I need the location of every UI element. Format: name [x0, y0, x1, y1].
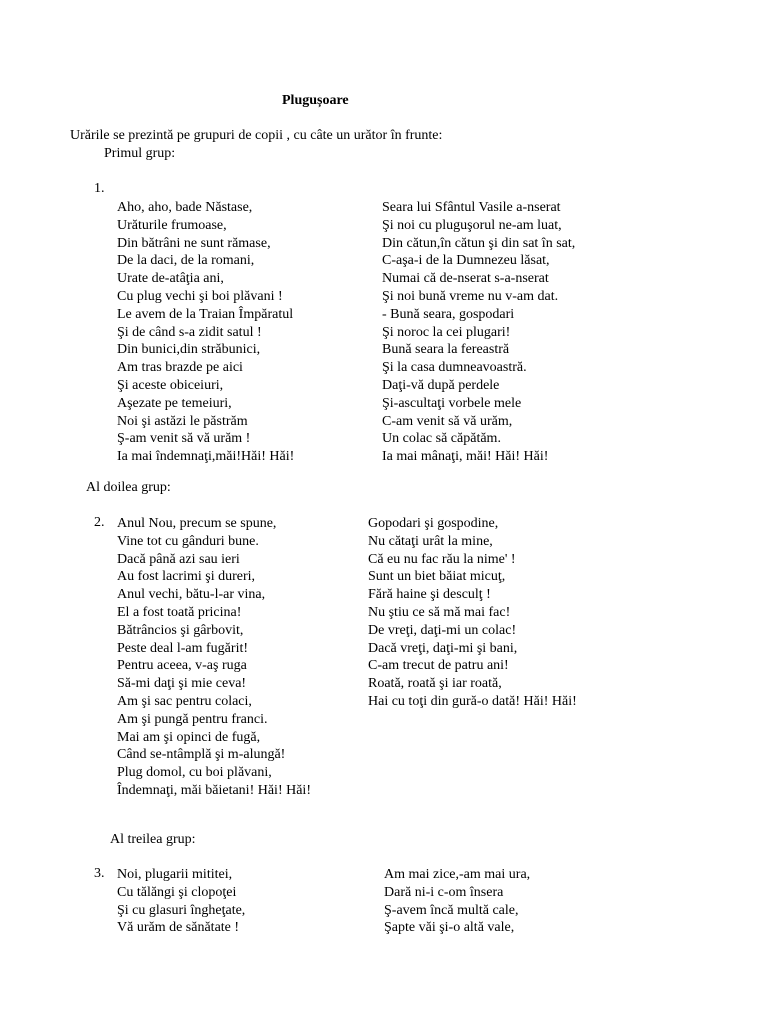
verse-line: Şi noi cu pluguşorul ne-am luat,	[382, 217, 562, 233]
verse-line: Pentru aceea, v-aş ruga	[117, 658, 247, 674]
verse-line: Să-mi daţi şi mie ceva!	[117, 676, 247, 692]
verse-line: Urăturile frumoase,	[117, 217, 227, 233]
verse-line: Şi noroc la cei plugari!	[382, 324, 511, 340]
group-2-label: Al doilea grup:	[86, 480, 171, 495]
verse-line: Cu plug vechi şi boi plăvani !	[117, 288, 283, 304]
verse-line: Mai am şi opinci de fugă,	[117, 729, 261, 745]
verse-line: Seara lui Sfântul Vasile a-nserat	[382, 200, 561, 215]
verse-line: El a fost toată pricina!	[117, 604, 242, 620]
verse-line: Şapte văi şi-o altă vale,	[384, 920, 515, 936]
group-1-number: 1.	[94, 181, 105, 196]
verse-line: Şi cu glasuri îngheţate,	[117, 902, 246, 918]
verse-line: - Bună seara, gospodari	[382, 306, 515, 322]
verse-line: Ia mai mânaţi, măi! Hăi! Hăi!	[382, 449, 549, 465]
verse-line: Au fost lacrimi şi dureri,	[117, 569, 256, 585]
group-1-right-column	[382, 199, 575, 466]
verse-line: Nu ştiu ce să mă mai fac!	[368, 604, 511, 620]
verse-line: Şi aceste obiceiuri,	[117, 377, 224, 393]
verse-line: Când se-ntâmplă şi m-alungă!	[117, 747, 286, 763]
verse-line: Ş-avem încă multă cale,	[384, 902, 519, 918]
verse-line: Aho, aho, bade Năstase,	[117, 200, 253, 215]
verse-line: Dară ni-i c-om însera	[384, 884, 504, 900]
verse-line: Vă urăm de sănătate !	[117, 920, 240, 936]
verse-line: Anul vechi, bătu-l-ar vina,	[117, 587, 266, 603]
intro-text: Urările se prezintă pe grupuri de copii , cu câte un urător în frunte:	[70, 128, 443, 143]
verse-line: C-am venit să vă urăm,	[382, 413, 513, 429]
verse-line: Îndemnaţi, măi băietani! Hăi! Hăi!	[117, 782, 311, 798]
verse-line: Am şi sac pentru colaci,	[117, 693, 252, 709]
group-3-right-column	[384, 866, 530, 937]
verse-line: Hai cu toţi din gură-o dată! Hăi! Hăi!	[368, 693, 577, 709]
group-3-number: 3.	[94, 866, 105, 881]
verse-line: Din bunici,din străbunici,	[117, 342, 261, 358]
verse-line: Am şi pungă pentru franci.	[117, 711, 268, 727]
verse-line: Fără haine şi desculţ !	[368, 587, 491, 603]
verse-line: Gopodari şi gospodine,	[368, 516, 499, 531]
verse-line: Ş-am venit să vă urăm !	[117, 431, 251, 447]
verse-line: Am tras brazde pe aici	[117, 360, 243, 376]
verse-line: Le avem de la Traian Împăratul	[117, 306, 294, 322]
verse-line: Am mai zice,-am mai ura,	[384, 867, 531, 882]
verse-line: Daţi-vă după perdele	[382, 377, 500, 393]
verse-line: Plug domol, cu boi plăvani,	[117, 765, 272, 781]
verse-line: Dacă vreţi, daţi-mi şi bani,	[368, 640, 518, 656]
group-2-number: 2.	[94, 515, 105, 530]
verse-line: Numai că de-nserat s-a-nserat	[382, 271, 549, 287]
verse-line: Vine tot cu gânduri bune.	[117, 533, 259, 549]
verse-line: Că eu nu fac rău la nime' !	[368, 551, 516, 567]
verse-line: Şi-ascultaţi vorbele mele	[382, 395, 522, 411]
verse-line: Bătrâncios şi gârbovit,	[117, 622, 244, 638]
verse-line: Şi la casa dumneavoastră.	[382, 360, 527, 376]
group-3-label: Al treilea grup:	[110, 832, 196, 847]
verse-line: Bună seara la fereastră	[382, 342, 510, 358]
verse-line: Ia mai îndemnaţi,măi!Hăi! Hăi!	[117, 449, 295, 465]
verse-line: Şi de când s-a zidit satul !	[117, 324, 262, 340]
verse-line: Dacă până azi sau ieri	[117, 551, 240, 567]
verse-line: Peste deal l-am fugărit!	[117, 640, 249, 656]
verse-line: C-am trecut de patru ani!	[368, 658, 509, 674]
verse-line: Un colac să căpătăm.	[382, 431, 501, 447]
group-1-left-column	[117, 199, 294, 466]
verse-line: Aşezate pe temeiuri,	[117, 395, 232, 411]
group-3-left-column	[117, 866, 245, 937]
verse-line: Din cătun,în cătun şi din sat în sat,	[382, 235, 576, 251]
group-1-label: Primul grup:	[104, 146, 176, 161]
verse-line: Şi noi bună vreme nu v-am dat.	[382, 288, 559, 304]
document-title: Plugușoare	[282, 93, 349, 108]
verse-line: De vreţi, daţi-mi un colac!	[368, 622, 517, 638]
verse-line: Nu cătaţi urât la mine,	[368, 533, 493, 549]
verse-line: De la daci, de la romani,	[117, 253, 255, 269]
group-2-right-column	[368, 515, 577, 711]
verse-line: Din bătrâni ne sunt rămase,	[117, 235, 271, 251]
verse-line: Noi, plugarii mititei,	[117, 867, 233, 882]
verse-line: Anul Nou, precum se spune,	[117, 516, 277, 531]
group-2-left-column	[117, 515, 311, 800]
verse-line: Roată, roată şi iar roată,	[368, 676, 502, 692]
verse-line: Cu tălăngi şi clopoţei	[117, 884, 237, 900]
verse-line: Sunt un biet băiat micuţ,	[368, 569, 506, 585]
verse-line: C-aşa-i de la Dumnezeu lăsat,	[382, 253, 550, 269]
verse-line: Urate de-atâţia ani,	[117, 271, 224, 287]
verse-line: Noi şi astăzi le păstrăm	[117, 413, 248, 429]
